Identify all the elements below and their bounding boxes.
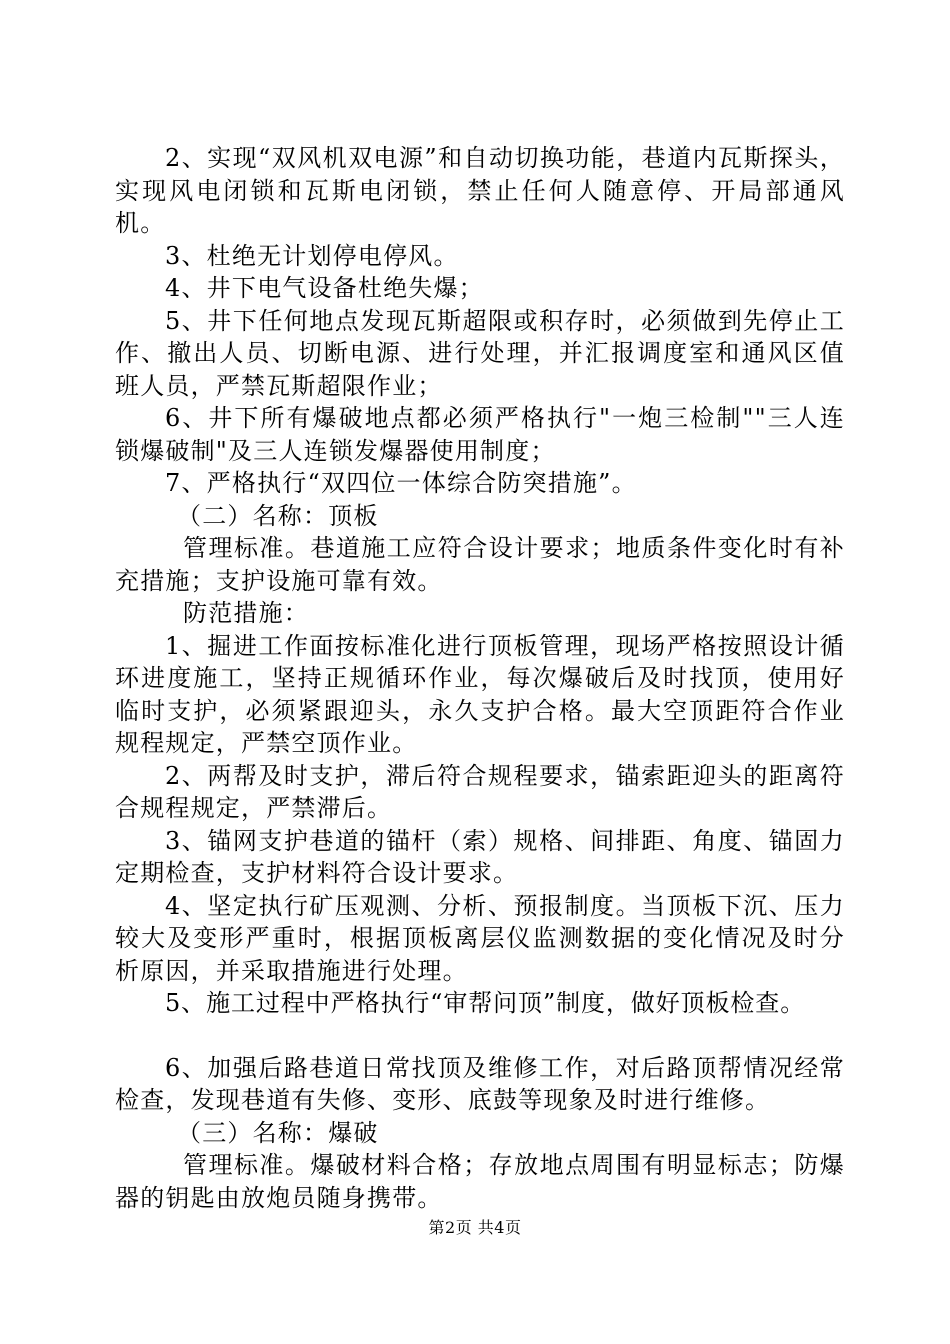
management-standard-roof: 管理标准。巷道施工应符合设计要求；地质条件变化时有补充措施；支护设施可靠有效。 (115, 534, 845, 595)
paragraph-gap (115, 1020, 845, 1052)
roof-measure-4: 4、坚定执行矿压观测、分析、预报制度。当顶板下沉、压力较大及变形严重时，根据顶板离层仪监测数据的变化情况及时分析原因，并采取措施进行处理。 (115, 891, 845, 985)
roof-measure-5: 5、施工过程中严格执行“审帮问顶”制度，做好顶板检查。 (165, 989, 806, 1017)
paragraph-item-2: 2、实现“双风机双电源”和自动切换功能，巷道内瓦斯探头，实现风电闭锁和瓦斯电闭锁，禁止任何人随意停、开局部通风机。 (115, 144, 845, 237)
roof-measure-1: 1、掘进工作面按标准化进行顶板管理，现场严格按照设计循环进度施工，坚持正规循环作业，每次爆破后及时找顶，使用好临时支护，必须紧跟迎头，永久支护合格。最大空顶距符合作业规程规定，严禁空顶作业。 (115, 631, 845, 757)
management-standard-blasting: 管理标准。爆破材料合格；存放地点周围有明显标志；防爆器的钥匙由放炮员随身携带。 (115, 1151, 845, 1212)
roof-measure-3: 3、锚网支护巷道的锚杆（索）规格、间排距、角度、锚固力定期检查，支护材料符合设计要求。 (115, 826, 845, 887)
prevention-measures-heading: 防范措施： (183, 599, 309, 627)
roof-measure-6: 6、加强后路巷道日常找顶及维修工作，对后路顶帮情况经常检查，发现巷道有失修、变形、底鼓等现象及时进行维修。 (115, 1053, 845, 1114)
paragraph-item-6: 6、井下所有爆破地点都必须严格执行"一炮三检制""三人连锁爆破制"及三人连锁发爆器使用制度； (115, 404, 845, 465)
section-heading-blasting: （三）名称：爆破 (177, 1118, 379, 1147)
section-heading-roof: （二）名称：顶板 (177, 501, 379, 530)
paragraph-item-5: 5、井下任何地点发现瓦斯超限或积存时，必须做到先停止工作、撤出人员、切断电源、进行处理，并汇报调度室和通风区值班人员，严禁瓦斯超限作业； (115, 306, 845, 400)
page-number-footer: 第2页 共4页 (428, 1218, 522, 1237)
document-body (115, 142, 845, 1214)
paragraph-item-3: 3、杜绝无计划停电停风。 (165, 241, 459, 270)
roof-measure-2: 2、两帮及时支护，滞后符合规程要求，锚索距迎头的距离符合规程规定，严禁滞后。 (115, 761, 845, 822)
paragraph-item-4: 4、井下电气设备杜绝失爆； (165, 274, 484, 302)
paragraph-item-7: 7、严格执行“双四位一体综合防突措施”。 (165, 469, 637, 497)
